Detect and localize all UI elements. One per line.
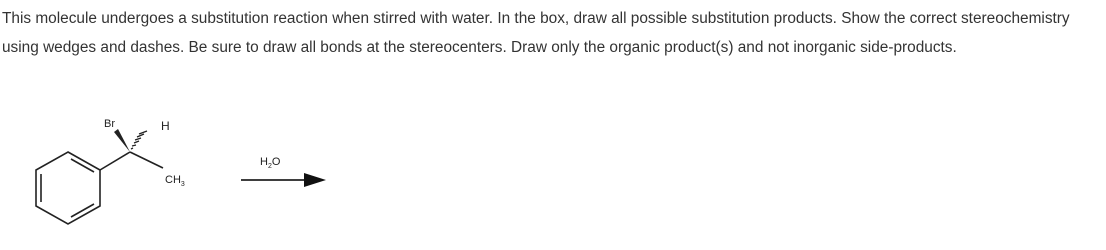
hydrogen-label: H bbox=[161, 119, 170, 133]
ring-to-stereocenter-bond bbox=[100, 152, 130, 170]
benzene-ring bbox=[36, 152, 100, 224]
question-text: This molecule undergoes a substitution reaction when stirred with water. In the box, draw all possible substitution products. Show the correct stereochemistry using wedges and dashes. Be sure to draw all bonds at the stereocenters. Draw only the organic product(s) and not inorganic side-products. bbox=[2, 10, 1070, 56]
bromine-label: Br bbox=[104, 118, 115, 130]
wedge-bond-br bbox=[114, 129, 130, 152]
reagent-label: $H_2O$ bbox=[260, 156, 281, 170]
bond-to-methyl bbox=[130, 152, 163, 168]
reaction-scheme bbox=[0, 110, 340, 250]
methyl-label: $CH_3$ bbox=[165, 174, 185, 188]
dash-bond-h bbox=[131, 131, 147, 149]
reaction-arrow-head bbox=[304, 173, 326, 187]
